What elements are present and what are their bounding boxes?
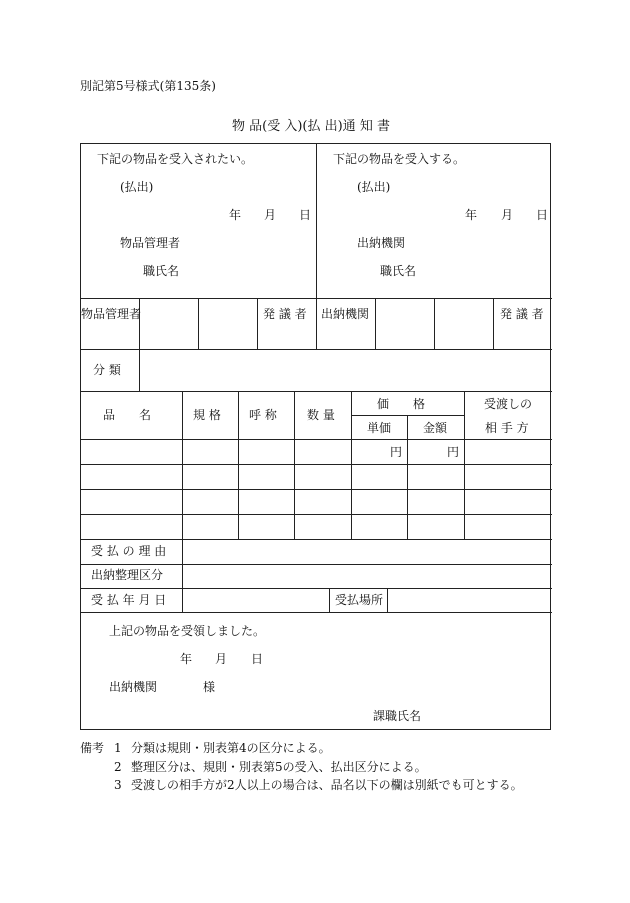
divider <box>81 489 552 490</box>
divider <box>81 514 552 515</box>
reason-label: 受 払 の 理 由 <box>91 544 167 558</box>
sign-manager-label: 物品管理者 <box>81 307 142 321</box>
divider <box>351 391 352 539</box>
year-label: 年 <box>465 208 478 222</box>
receipt-text: 上記の物品を受領しました。 <box>109 624 266 638</box>
item-name-header: 品 名 <box>103 408 152 422</box>
notes-label: 備考 <box>80 741 105 755</box>
treasury-label: 出納機関 <box>357 236 406 250</box>
note-number: 1 <box>114 741 122 755</box>
year-label: 年 <box>180 652 193 666</box>
manager-label: 物品管理者 <box>120 236 181 250</box>
divider <box>434 298 435 349</box>
unit-price-header: 単価 <box>367 421 392 435</box>
receipt-treasury-label: 出納機関 <box>109 680 158 694</box>
year-label: 年 <box>229 208 242 222</box>
divider <box>182 539 183 612</box>
yen-mark: 円 <box>390 445 403 459</box>
price-header: 価 格 <box>377 397 426 411</box>
form-reference: 別記第5号様式(第135条) <box>80 79 216 93</box>
month-label: 月 <box>264 208 277 222</box>
proposer-label: 発 議 者 <box>263 307 307 321</box>
divider <box>257 298 258 349</box>
divider <box>182 391 183 539</box>
yen-mark: 円 <box>447 445 460 459</box>
divider <box>407 415 408 539</box>
month-label: 月 <box>501 208 514 222</box>
divider <box>81 588 552 589</box>
divider <box>81 439 552 440</box>
callname-header: 呼 称 <box>249 408 277 422</box>
divider <box>81 349 552 350</box>
proposer-label: 発 議 者 <box>500 307 544 321</box>
receipt-name-label: 課職氏名 <box>373 709 422 723</box>
date-label: 受 払 年 月 日 <box>91 593 167 607</box>
note-text: 分類は規則・別表第4の区分による。 <box>131 741 331 755</box>
name-title-label: 職氏名 <box>143 264 180 278</box>
sign-treasury-label: 出納機関 <box>321 307 370 321</box>
note-number: 2 <box>114 760 122 774</box>
day-label: 日 <box>299 208 312 222</box>
honorific-label: 様 <box>203 680 216 694</box>
counterparty-header: 相 手 方 <box>485 421 529 435</box>
divider <box>294 391 295 539</box>
divider <box>238 391 239 539</box>
divider <box>81 539 552 540</box>
counterparty-header: 受渡しの <box>484 397 533 411</box>
divider <box>81 391 552 392</box>
day-label: 日 <box>251 652 264 666</box>
quantity-header: 数 量 <box>307 408 335 422</box>
divider <box>81 612 552 613</box>
request-text-right: 下記の物品を受入する。 <box>333 152 466 166</box>
request-text-left: 下記の物品を受入されたい。 <box>97 152 254 166</box>
category-label: 出納整理区分 <box>91 568 164 582</box>
note-text: 整理区分は、規則・別表第5の受入、払出区分による。 <box>131 760 427 774</box>
payout-label-right: (払出) <box>357 180 391 194</box>
divider <box>329 588 330 612</box>
divider <box>316 144 317 349</box>
divider <box>81 464 552 465</box>
divider <box>493 298 494 349</box>
note-number: 3 <box>114 778 122 792</box>
divider <box>464 391 465 539</box>
divider <box>81 564 552 565</box>
document-title: 物 品(受 入)(払 出)通 知 書 <box>232 119 390 134</box>
spec-header: 規 格 <box>193 408 221 422</box>
divider <box>375 298 376 349</box>
note-text: 受渡しの相手方が2人以上の場合は、品名以下の欄は別紙でも可とする。 <box>131 778 523 792</box>
month-label: 月 <box>215 652 228 666</box>
payout-label-left: (払出) <box>120 180 154 194</box>
place-label: 受払場所 <box>335 593 384 607</box>
divider <box>387 588 388 612</box>
divider <box>198 298 199 349</box>
day-label: 日 <box>536 208 549 222</box>
amount-header: 金額 <box>423 421 448 435</box>
notification-form <box>80 143 551 730</box>
classification-label: 分 類 <box>93 363 121 377</box>
name-title-label: 職氏名 <box>380 264 417 278</box>
